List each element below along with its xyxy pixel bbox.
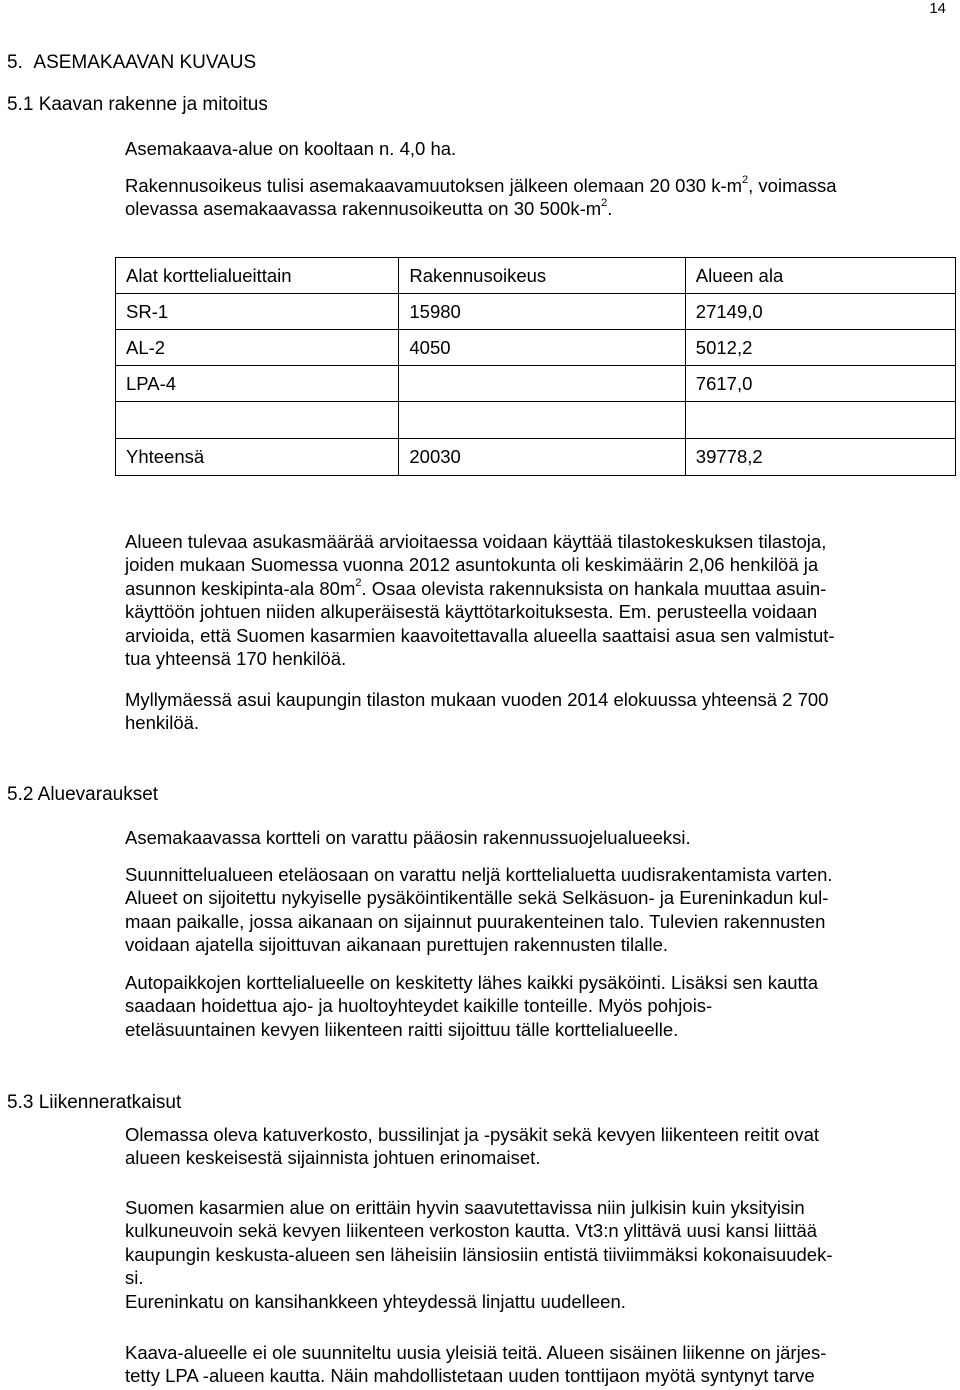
table-cell: 4050 (399, 330, 685, 366)
table-row-total (116, 439, 956, 476)
text-line: tua yhteensä 170 henkilöä. (125, 648, 347, 670)
text-line (125, 577, 945, 600)
text-fragment: olevassa asemakaavassa rakennusoikeutta on 30 500k-m (125, 198, 602, 220)
superscript: 2 (355, 576, 362, 589)
text-line: henkilöä. (125, 712, 200, 734)
table-cell (399, 366, 685, 402)
paragraph-parking (125, 971, 945, 1041)
text-line: Suunnittelualueen eteläosaan on varattu neljä korttelialuetta uudisrakentamista varten. (125, 864, 833, 885)
paragraph-new-blocks (125, 863, 945, 957)
table-cell (116, 402, 399, 439)
paragraph-building-rights (125, 174, 945, 221)
paragraph-myllymaki-population (125, 688, 945, 735)
table-header-cell: Alueen ala (685, 258, 955, 294)
superscript: 2 (742, 173, 749, 186)
table-row (116, 366, 956, 402)
table-cell: LPA-4 (116, 366, 399, 402)
paragraph-population-estimate (125, 530, 945, 670)
table-cell: 20030 (399, 439, 685, 476)
section-heading-5-1: 5.1 Kaavan rakenne ja mitoitus (7, 94, 268, 115)
text-line: Asemakaavassa kortteli on varattu pääosin rakennussuojelualueeksi. (125, 827, 691, 848)
paragraph-area-size (125, 137, 945, 160)
table-cell: Yhteensä (116, 439, 399, 476)
table-cell: 27149,0 (685, 294, 955, 330)
table-cell: 7617,0 (685, 366, 955, 402)
text-line: Autopaikkojen korttelialueelle on keskitetty lähes kaikki pysäköinti. Lisäksi sen kautta (125, 972, 819, 993)
table-header-cell: Alat korttelialueittain (116, 258, 399, 294)
section-heading-5: 5. ASEMAKAAVAN KUVAUS (7, 52, 257, 73)
table-header-row (116, 258, 956, 294)
table-cell (399, 402, 685, 439)
text-fragment: , voimassa (748, 175, 837, 196)
section-heading-5-2: 5.2 Aluevaraukset (7, 784, 159, 805)
text-fragment: . (607, 198, 613, 220)
table-cell: AL-2 (116, 330, 399, 366)
table-cell (685, 402, 955, 439)
table-cell: SR-1 (116, 294, 399, 330)
paragraph-street-network (125, 1123, 945, 1170)
table-row (116, 294, 956, 330)
text-line: si. (125, 1267, 144, 1289)
area-table (115, 257, 956, 476)
table-header-cell: Rakennusoikeus (399, 258, 685, 294)
text-line: Myllymäessä asui kaupungin tilaston mukaan vuoden 2014 elokuussa yhteensä 2 700 (125, 689, 829, 710)
text-line: arvioida, että Suomen kasarmien kaavoitettavalla alueella saattaisi asua sen valmistut- (125, 624, 835, 646)
table-row (116, 330, 956, 366)
paragraph-accessibility (125, 1196, 945, 1313)
table-cell: 5012,2 (685, 330, 955, 366)
text-line: Alueen tulevaa asukasmäärää arvioitaessa voidaan käyttää tilastokeskuksen tilastoja, (125, 531, 827, 552)
text-line: kaupungin keskusta-alueen sen läheisiin länsiosiin entistä tiiviimmäksi kokonaisuudek- (125, 1243, 833, 1265)
section-heading-5-3: 5.3 Liikenneratkaisut (7, 1092, 182, 1113)
text-line: voidaan ajatella sijoittuvan aikanaan purettujen rakennusten tilalle. (125, 934, 669, 956)
text-line: Eureninkatu on kansihankkeen yhteydessä linjattu uudelleen. (125, 1290, 626, 1312)
superscript: 2 (601, 197, 608, 210)
text-fragment: asunnon keskipinta-ala 80m (125, 577, 356, 599)
text-line: alueen keskeisestä sijainnista johtuen erinomaiset. (125, 1147, 541, 1169)
table-cell: 15980 (399, 294, 685, 330)
text-line: kulkuneuvoin sekä kevyen liikenteen verkoston kautta. Vt3:n ylittävä uusi kansi liittää (125, 1220, 818, 1242)
table-row-empty (116, 402, 956, 439)
paragraph-internal-traffic (125, 1341, 945, 1388)
text-line (125, 174, 945, 197)
text-fragment: Rakennusoikeus tulisi asemakaavamuutoksen jälkeen olemaan 20 030 k-m (125, 175, 743, 196)
text-line: Kaava-alueelle ei ole suunniteltu uusia yleisiä teitä. Alueen sisäinen liikenne on järjes- (125, 1342, 827, 1363)
text-line: Olemassa oleva katuverkosto, bussilinjat ja -pysäkit sekä kevyen liikenteen reitit ovat (125, 1124, 820, 1145)
text-line: maan paikalle, jossa aikanaan on sijainnut puurakenteinen talo. Tulevien rakennusten (125, 910, 826, 932)
text-line: Alueet on sijoitettu nykyiselle pysäköintikentälle sekä Selkäsuon- ja Eureninkadun kul- (125, 887, 829, 909)
text-line: eteläsuuntainen kevyen liikenteen raitti sijoittuu tälle korttelialueelle. (125, 1018, 679, 1040)
text-line (125, 197, 945, 220)
page-number: 14 (929, 0, 946, 17)
text-line: tetty LPA -alueen kautta. Näin mahdollistetaan uuden tonttijaon myötä syntynyt tarve (125, 1365, 815, 1387)
paragraph-block-reservation (125, 826, 945, 849)
text-line: joiden mukaan Suomessa vuonna 2012 asuntokunta oli keskimäärin 2,06 henkilöä ja (125, 554, 819, 576)
text-fragment: . Osaa olevista rakennuksista on hankala muuttaa asuin- (361, 577, 827, 599)
table-cell: 39778,2 (685, 439, 955, 476)
text-line: käyttöön johtuen niiden alkuperäisestä käyttötarkoituksesta. Em. perusteella voidaan (125, 601, 818, 623)
text-line: Suomen kasarmien alue on erittäin hyvin saavutettavissa niin julkisin kuin yksityisin (125, 1197, 805, 1218)
text-line: saadaan hoidettua ajo- ja huoltoyhteydet kaikille tonteille. Myös pohjois- (125, 995, 713, 1017)
text-line: Asemakaava-alue on kooltaan n. 4,0 ha. (125, 138, 457, 159)
